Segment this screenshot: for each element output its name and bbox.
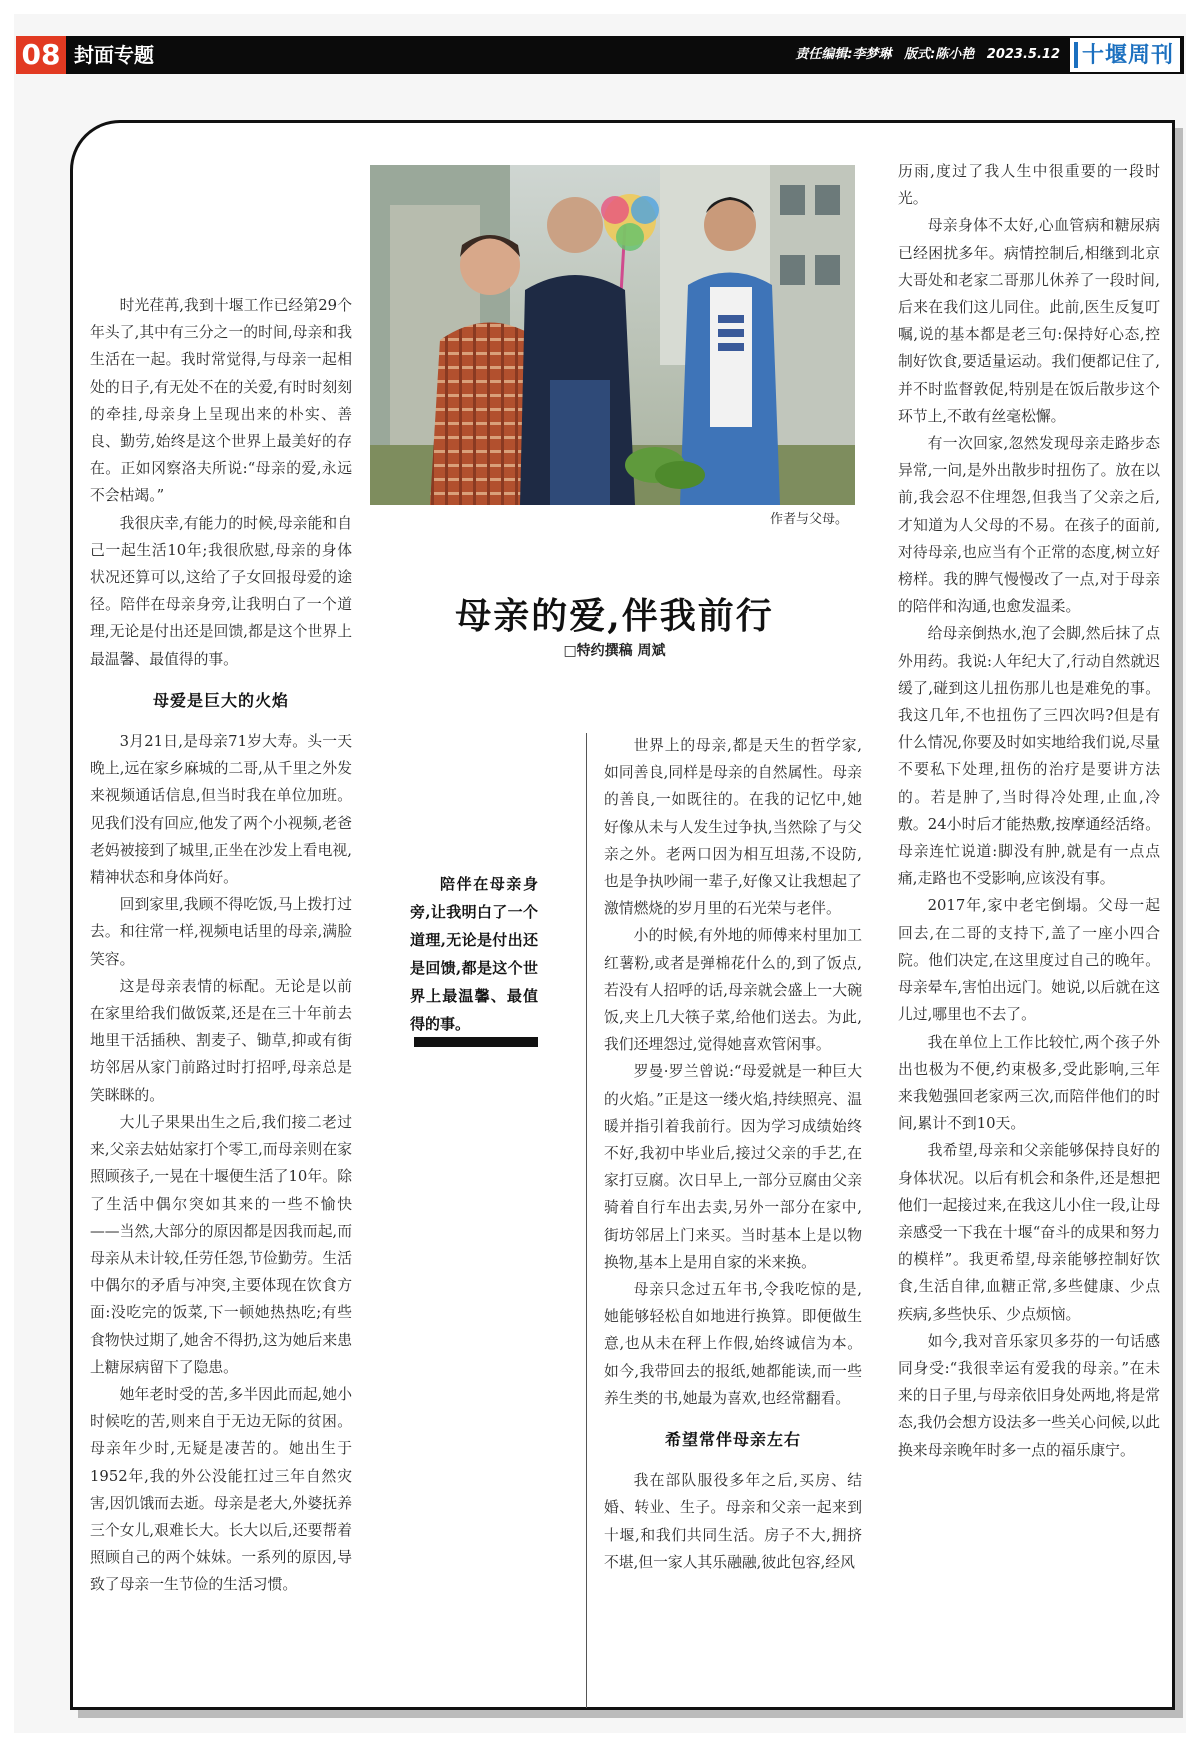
article-title: 母亲的爱,伴我前行: [455, 595, 774, 637]
column-1: [90, 292, 352, 1599]
paragraph: 我在部队服役多年之后,买房、结婚、转业、生子。母亲和父亲一起来到十堰,和我们共同生活。房子不大,拥挤不堪,但一家人其乐融融,彼此包容,经风: [604, 1472, 862, 1571]
column-3: [898, 158, 1160, 1464]
paragraph: 回到家里,我顾不得吃饭,马上拨打过去。和往常一样,视频电话里的母亲,满脸笑容。: [90, 896, 352, 968]
brand-logo: [1070, 38, 1180, 72]
page-number: 08: [16, 36, 66, 74]
paragraph: 2017年,家中老宅倒塌。父母一起回去,在二哥的支持下,盖了一座小四合院。他们决定,在这里度过自己的晚年。母亲晕车,害怕出远门。她说,以后就在这儿过,哪里也不去了。: [898, 897, 1160, 1024]
column-2: [604, 732, 862, 1576]
subheading: 希望常伴母亲左右: [664, 1430, 801, 1450]
author-with-parents-photo: [370, 165, 855, 505]
paragraph: 母亲只念过五年书,令我吃惊的是,她能够轻松自如地进行换算。即便做生意,也从未在秤上作假,始终诚信为本。如今,我带回去的报纸,她都能读,而一些养生类的书,她最为喜欢,也经常翻看。: [604, 1281, 862, 1407]
paragraph: 3月21日,是母亲71岁大寿。头一天晚上,远在家乡麻城的二哥,从千里之外发来视频通话信息,但当时我在单位加班。见我们没有回应,他发了两个小视频,老爸老妈被接到了城里,正坐在沙发上看电视,精神状态和身体尚好。: [90, 733, 352, 887]
photo-caption: 作者与父母。: [770, 512, 849, 527]
section-title: 封面专题: [74, 43, 154, 67]
paragraph: 如今,我对音乐家贝多芬的一句话感同身受:“我很幸运有爱我的母亲。”在未来的日子里,与母亲依旧身处两地,将是常态,我仍会想方设法多一些关心问候,以此换来母亲晚年时多一点的福乐康宁。: [898, 1332, 1160, 1459]
paragraph: 我希望,母亲和父亲能够保持良好的身体状况。以后有机会和条件,还是想把他们一起接过来,在我这儿小住一段,让母亲感受一下我在十堰“奋斗的成果和努力的模样”。我更希望,母亲能够控制好饮食,生活自律,血糖正常,多些健康、少点疾病,多些快乐、少点烦恼。: [898, 1142, 1160, 1323]
column-divider: [586, 733, 587, 1708]
photo-illustration: [370, 165, 855, 505]
article-byline: □特约撰稿 周斌: [563, 643, 666, 659]
credits: [787, 36, 1060, 74]
paragraph: 时光荏苒,我到十堰工作已经第29个年头了,其中有三分之一的时间,母亲和我生活在一起。我时常觉得,与母亲一起相处的日子,有无处不在的关爱,有时时刻刻的牵挂,母亲身上呈现出来的朴实、善良、勤劳,始终是这个世界上最美好的存在。正如冈察洛夫所说:“母亲的爱,永远不会枯竭。”: [90, 297, 352, 505]
paragraph: 有一次回家,忽然发现母亲走路步态异常,一问,是外出散步时扭伤了。放在以前,我会忍不住埋怨,但我当了父亲之后,才知道为人父母的不易。在孩子的面前,对待母亲,也应当有个正常的态度,树立好榜样。我的脾气慢慢改了一点,对于母亲的陪伴和沟通,也愈发温柔。: [898, 435, 1160, 616]
paragraph: 我在单位上工作比较忙,两个孩子外出也极为不便,约束极多,受此影响,三年来我勉强回老家两三次,而陪伴他们的时间,累计不到10天。: [898, 1033, 1160, 1133]
brand-accent-bar: [1074, 42, 1078, 68]
paragraph: 给母亲倒热水,泡了会脚,然后抹了点外用药。我说:人年纪大了,行动自然就迟缓了,碰到这儿扭伤那儿也是难免的事。我这几年,不也扭伤了三四次吗?但是有什么情况,你要及时如实地给我们说,尽量不要私下处理,扭伤的治疗是要讲方法的。若是肿了,当时得冷处理,止血,冷敷。24小时后才能热敷,按摩通经活络。母亲连忙说道:脚没有肿,就是有一点点痛,走路也不受影响,应该没有事。: [898, 625, 1160, 888]
paragraph: 历雨,度过了我人生中很重要的一段时光。: [898, 163, 1160, 208]
pull-quote: 陪伴在母亲身旁,让我明白了一个道理,无论是付出还是回馈,都是这个世界上最温馨、最值得的事。: [410, 875, 538, 1033]
paragraph: 母亲身体不太好,心血管病和糖尿病已经困扰多年。病情控制后,相继到北京大哥处和老家二哥那儿休养了一段时间,后来在我们这儿同住。此前,医生反复叮嘱,说的基本都是老三句:保持好心态,控制好饮食,要适量运动。我们便都记住了,并不时监督敦促,特别是在饭后散步这个环节上,不敢有丝毫松懈。: [898, 217, 1160, 425]
paragraph: 这是母亲表情的标配。无论是以前在家里给我们做饭菜,还是在三十年前去地里干活插秧、割麦子、锄草,抑或有街坊邻居从家门前路过时打招呼,母亲总是笑眯眯的。: [90, 977, 352, 1104]
paragraph: 她年老时受的苦,多半因此而起,她小时候吃的苦,则来自于无边无际的贫困。母亲年少时,无疑是凄苦的。她出生于1952年,我的外公没能扛过三年自然灾害,因饥饿而去逝。母亲是老大,外婆抚养三个女儿,艰难长大。长大以后,还要帮着照顾自己的两个妹妹。一系列的原因,导致了母亲一生节俭的生活习惯。: [90, 1385, 352, 1594]
paragraph: 大儿子果果出生之后,我们接二老过来,父亲去姑姑家打个零工,而母亲则在家照顾孩子,一晃在十堰便生活了10年。除了生活中偶尔突如其来的一些不愉快——当然,大部分的原因都是因我而起,而母亲从未计较,任劳任怨,节俭勤劳。生活中偶尔的矛盾与冲突,主要体现在饮食方面:没吃完的饭菜,下一顿她热热吃;有些食物快过期了,她舍不得扔,这为她后来患上糖尿病留下了隐患。: [90, 1113, 352, 1376]
subheading: 母爱是巨大的火焰: [152, 690, 289, 710]
issue-date: 2023.5.12: [986, 47, 1060, 62]
layout-credit: 版式:陈小艳: [904, 47, 975, 62]
paragraph: 我很庆幸,有能力的时候,母亲能和自己一起生活10年;我很欣慰,母亲的身体状况还算可以,这给了子女回报母爱的途径。陪伴在母亲身旁,让我明白了一个道理,无论是付出还是回馈,都是这个世界上最温馨、最值得的事。: [90, 514, 352, 668]
pull-quote-bar: [414, 1037, 538, 1047]
paragraph: 罗曼·罗兰曾说:“母爱就是一种巨大的火焰。”正是这一缕火焰,持续照亮、温暖并指引着我前行。因为学习成绩始终不好,我初中毕业后,接过父亲的手艺,在家打豆腐。次日早上,一部分豆腐由父亲骑着自行车出去卖,另外一部分在家中,街坊邻居上门来买。当时基本上是以物换物,基本上是用自家的米来换。: [604, 1063, 862, 1271]
editor-credit: 责任编辑:李梦琳: [795, 47, 892, 62]
paragraph: 小的时候,有外地的师傅来村里加工红薯粉,或者是弹棉花什么的,到了饭点,若没有人招呼的话,母亲就会盛上一大碗饭,夹上几大筷子菜,给他们送去。为此,我们还埋怨过,觉得她喜欢管闲事。: [604, 927, 862, 1054]
paragraph: 世界上的母亲,都是天生的哲学家,如同善良,同样是母亲的自然属性。母亲的善良,一如既往的。在我的记忆中,她好像从未与人发生过争执,当然除了与父亲之外。老两口因为相互坦荡,不设防,也是争执吵闹一辈子,好像又让我想起了激情燃烧的岁月里的石光荣与老伴。: [604, 737, 862, 918]
brand-name: 十堰周刊: [1082, 42, 1175, 68]
